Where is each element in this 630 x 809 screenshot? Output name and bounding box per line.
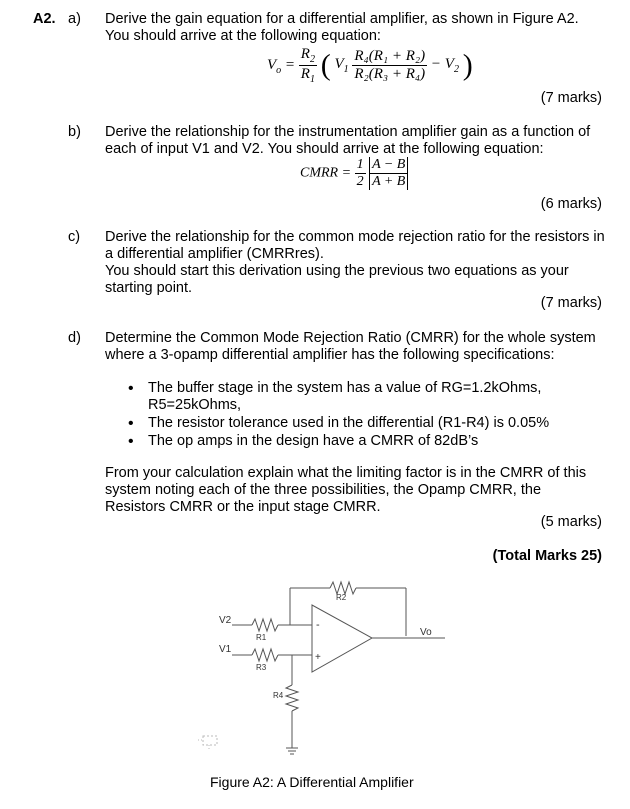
eq-equals: = [284, 56, 296, 73]
part-b-label: b) [68, 124, 81, 140]
resistor-r1 [252, 619, 278, 631]
label-r3: R3 [256, 663, 267, 672]
eq-v1: $V_1$ [334, 56, 349, 75]
eq-vo: $V_o$ [267, 56, 282, 76]
part-c-marks: (7 marks) [540, 295, 602, 311]
part-b-line1: Derive the relationship for the instrumentation amplifier gain as a function of [105, 124, 591, 140]
part-b-marks: (6 marks) [540, 196, 602, 212]
total-marks: (Total Marks 25) [492, 548, 602, 564]
part-a-line2: You should arrive at the following equation: [105, 28, 381, 44]
part-d-line1: Determine the Common Mode Rejection Ratio (CMRR) for the whole system [105, 330, 596, 346]
faint-stamp-icon [198, 736, 217, 751]
label-v1: V1 [219, 644, 232, 655]
part-d-para3: Resistors CMRR or the input stage CMRR. [105, 499, 381, 515]
part-d-label: d) [68, 330, 81, 346]
eq-frac-resistors: $\frac{\text{R₄(R₁ + R₂)}}{\text{R₂(R₃ + R₄)}}$ [354, 48, 426, 82]
opamp-triangle [312, 605, 372, 672]
eq-minus-v2: − $V_2$ [430, 56, 459, 75]
part-c-line3: You should start this derivation using the previous two equations as your [105, 263, 569, 279]
label-v2: V2 [219, 615, 232, 626]
spec-item-opamp-cmrr: • The op amps in the design have a CMRR of 82dB’s [128, 433, 549, 450]
cmrr-lhs: CMRR = [300, 165, 352, 181]
eq-close-paren: ) [462, 48, 473, 82]
label-noninverting: + [315, 652, 321, 663]
label-inverting: - [316, 619, 320, 631]
part-a-line1: Derive the gain equation for a differential amplifier, as shown in Figure A2. [105, 11, 579, 27]
eq-open-paren: ( [320, 48, 331, 82]
part-a-label: a) [68, 11, 81, 27]
part-c-line4: starting point. [105, 280, 193, 296]
resistor-r4 [286, 685, 298, 711]
part-c-label: c) [68, 229, 81, 245]
spec-item-buffer: • The buffer stage in the system has a value of RG=1.2kOhms, R5=25kOhms, [128, 380, 549, 414]
part-b-line2: each of input V1 and V2. You should arrive at the following equation: [105, 141, 544, 157]
spec-item-tolerance: • The resistor tolerance used in the differential (R1-R4) is 0.05% [128, 415, 549, 432]
resistor-r3 [252, 649, 278, 661]
part-c-line1: Derive the relationship for the common mode rejection ratio for the resistors in [105, 229, 605, 245]
figure-caption: Figure A2: A Differential Amplifier [210, 774, 414, 790]
part-d-para2: system noting each of the three possibilities, the Opamp CMRR, the [105, 482, 542, 498]
label-r1: R1 [256, 633, 267, 642]
part-d-marks: (5 marks) [540, 514, 602, 530]
cmrr-abs-fraction: $\frac{A - B}{A + B}$ [369, 157, 408, 190]
question-number: A2. [33, 11, 56, 27]
cmrr-half: $\frac{1}{2}$ [356, 157, 364, 189]
label-vo: Vo [420, 627, 432, 638]
eq-frac-r2-r1: $\frac{R_2}{R_1}$ [300, 46, 315, 85]
label-r4: R4 [273, 691, 284, 700]
part-d-para1: From your calculation explain what the limiting factor is in the CMRR of this [105, 465, 587, 481]
part-d-line2: where a 3-opamp differential amplifier has the following specifications: [105, 347, 555, 363]
part-c-line2: a differential amplifier (CMRRres). [105, 246, 324, 262]
label-r2: R2 [336, 593, 347, 602]
part-a-marks: (7 marks) [540, 90, 602, 106]
